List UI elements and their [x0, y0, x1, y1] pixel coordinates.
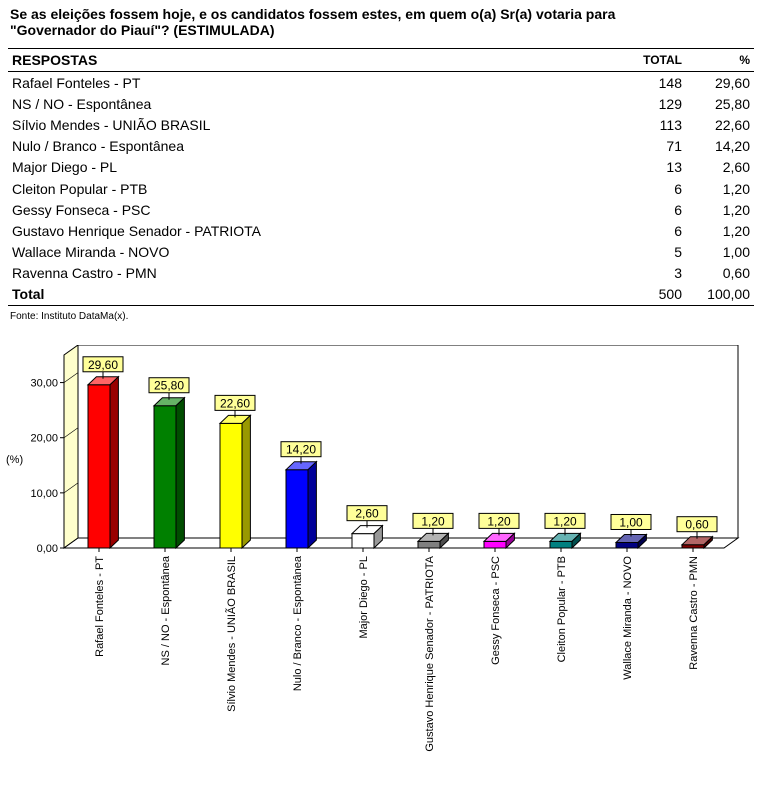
data-label: 1,20	[487, 514, 511, 529]
row-total: 129	[658, 95, 682, 112]
row-label: Gessy Fonseca - PSC	[12, 201, 151, 218]
row-label: NS / NO - Espontânea	[12, 95, 152, 112]
row-pct: 22,60	[714, 116, 750, 133]
table-body	[8, 72, 754, 306]
row-total: 148	[658, 74, 682, 91]
table-row	[8, 220, 754, 241]
data-label: 1,00	[619, 515, 643, 530]
row-total: 6	[674, 222, 682, 239]
row-total: 3	[674, 265, 682, 282]
table-row	[8, 114, 754, 135]
total-count: 500	[588, 284, 686, 306]
y-axis-label: (%)	[6, 454, 24, 466]
bar-side	[242, 415, 250, 548]
data-label: 29,60	[87, 357, 119, 372]
data-label: 1,20	[421, 514, 445, 529]
x-tick-label: Wallace Miranda - NOVO	[622, 556, 634, 680]
y-tick-label: 10,00	[30, 487, 58, 500]
total-row	[8, 284, 754, 306]
row-pct: 1,20	[722, 180, 750, 197]
row-pct: 1,20	[722, 201, 750, 218]
chart-side-wall	[64, 345, 78, 548]
bar-front	[220, 423, 242, 548]
table-row	[8, 72, 754, 94]
row-total: 5	[674, 244, 682, 261]
bar-front	[550, 541, 572, 548]
row-pct: 0,60	[722, 265, 750, 282]
row-pct: 25,80	[714, 95, 750, 112]
row-pct: 2,60	[722, 159, 750, 176]
row-label: Major Diego - PL	[12, 159, 118, 176]
bar-front	[484, 541, 506, 548]
row-pct: 1,20	[722, 222, 750, 239]
x-tick-label: Gessy Fonseca - PSC	[490, 556, 502, 665]
data-label: 14,20	[285, 442, 317, 457]
x-tick-label: NS / NO - Espontânea	[160, 556, 172, 666]
source-note: Fonte: Instituto DataMa(x).	[10, 311, 129, 322]
x-tick-label: Ravenna Castro - PMN	[688, 556, 700, 670]
x-tick-label: Nulo / Branco - Espontânea	[292, 556, 304, 692]
row-label: Gustavo Henrique Senador - PATRIOTA	[12, 222, 261, 239]
bar-front	[616, 542, 638, 548]
data-label: 1,20	[553, 514, 577, 529]
bar-side	[176, 398, 184, 548]
header-total: TOTAL	[588, 49, 686, 72]
bar-front	[154, 406, 176, 548]
row-label: Ravenna Castro - PMN	[12, 265, 157, 282]
row-label: Cleiton Popular - PTB	[12, 180, 148, 197]
table-header-row	[8, 49, 754, 72]
table-row	[8, 157, 754, 178]
x-tick-label: Major Diego - PL	[358, 556, 370, 639]
table-row	[8, 199, 754, 220]
table-row	[8, 93, 754, 114]
header-respostas: RESPOSTAS	[8, 49, 588, 72]
row-label: Wallace Miranda - NOVO	[12, 244, 170, 261]
results-table	[8, 48, 754, 306]
row-total: 71	[666, 138, 682, 155]
bar-front	[286, 470, 308, 548]
row-pct: 1,00	[722, 244, 750, 261]
table-row	[8, 242, 754, 263]
row-total: 6	[674, 201, 682, 218]
row-pct: 14,20	[714, 138, 750, 155]
row-label: Rafael Fonteles - PT	[12, 74, 141, 91]
y-tick-label: 0,00	[36, 543, 58, 555]
question-title: Se as eleições fossem hoje, e os candidatos fossem estes, em quem o(a) Sr(a) votaria para "Governador do Piauí"? (ESTIMULADA)	[10, 6, 616, 38]
row-total: 13	[666, 159, 682, 176]
data-label: 0,60	[685, 517, 709, 532]
data-label: 22,60	[219, 396, 251, 411]
total-pct: 100,00	[686, 284, 754, 306]
row-total: 6	[674, 180, 682, 197]
bar-side	[308, 462, 316, 548]
bar-front	[88, 385, 110, 548]
x-tick-label: Gustavo Henrique Senador - PATRIOTA	[424, 556, 436, 752]
bar-side	[110, 377, 118, 548]
row-label: Sílvio Mendes - UNIÃO BRASIL	[12, 116, 211, 133]
header-pct: %	[686, 49, 754, 72]
x-tick-label: Cleiton Popular - PTB	[556, 556, 568, 663]
row-total: 113	[659, 116, 682, 133]
x-tick-label: Rafael Fonteles - PT	[94, 556, 106, 657]
bar-front	[352, 534, 374, 548]
bar-front	[418, 541, 440, 548]
table-row	[8, 263, 754, 284]
table-row	[8, 136, 754, 157]
data-label: 25,80	[153, 378, 185, 393]
y-tick-label: 30,00	[30, 377, 58, 390]
y-tick-label: 20,00	[30, 432, 58, 445]
row-label: Nulo / Branco - Espontânea	[12, 138, 184, 155]
x-tick-label: Sílvio Mendes - UNIÃO BRASIL	[226, 556, 238, 712]
total-label: Total	[8, 284, 588, 306]
data-label: 2,60	[355, 506, 379, 521]
row-pct: 29,60	[714, 74, 750, 91]
bar-chart	[0, 345, 763, 785]
table-row	[8, 178, 754, 199]
